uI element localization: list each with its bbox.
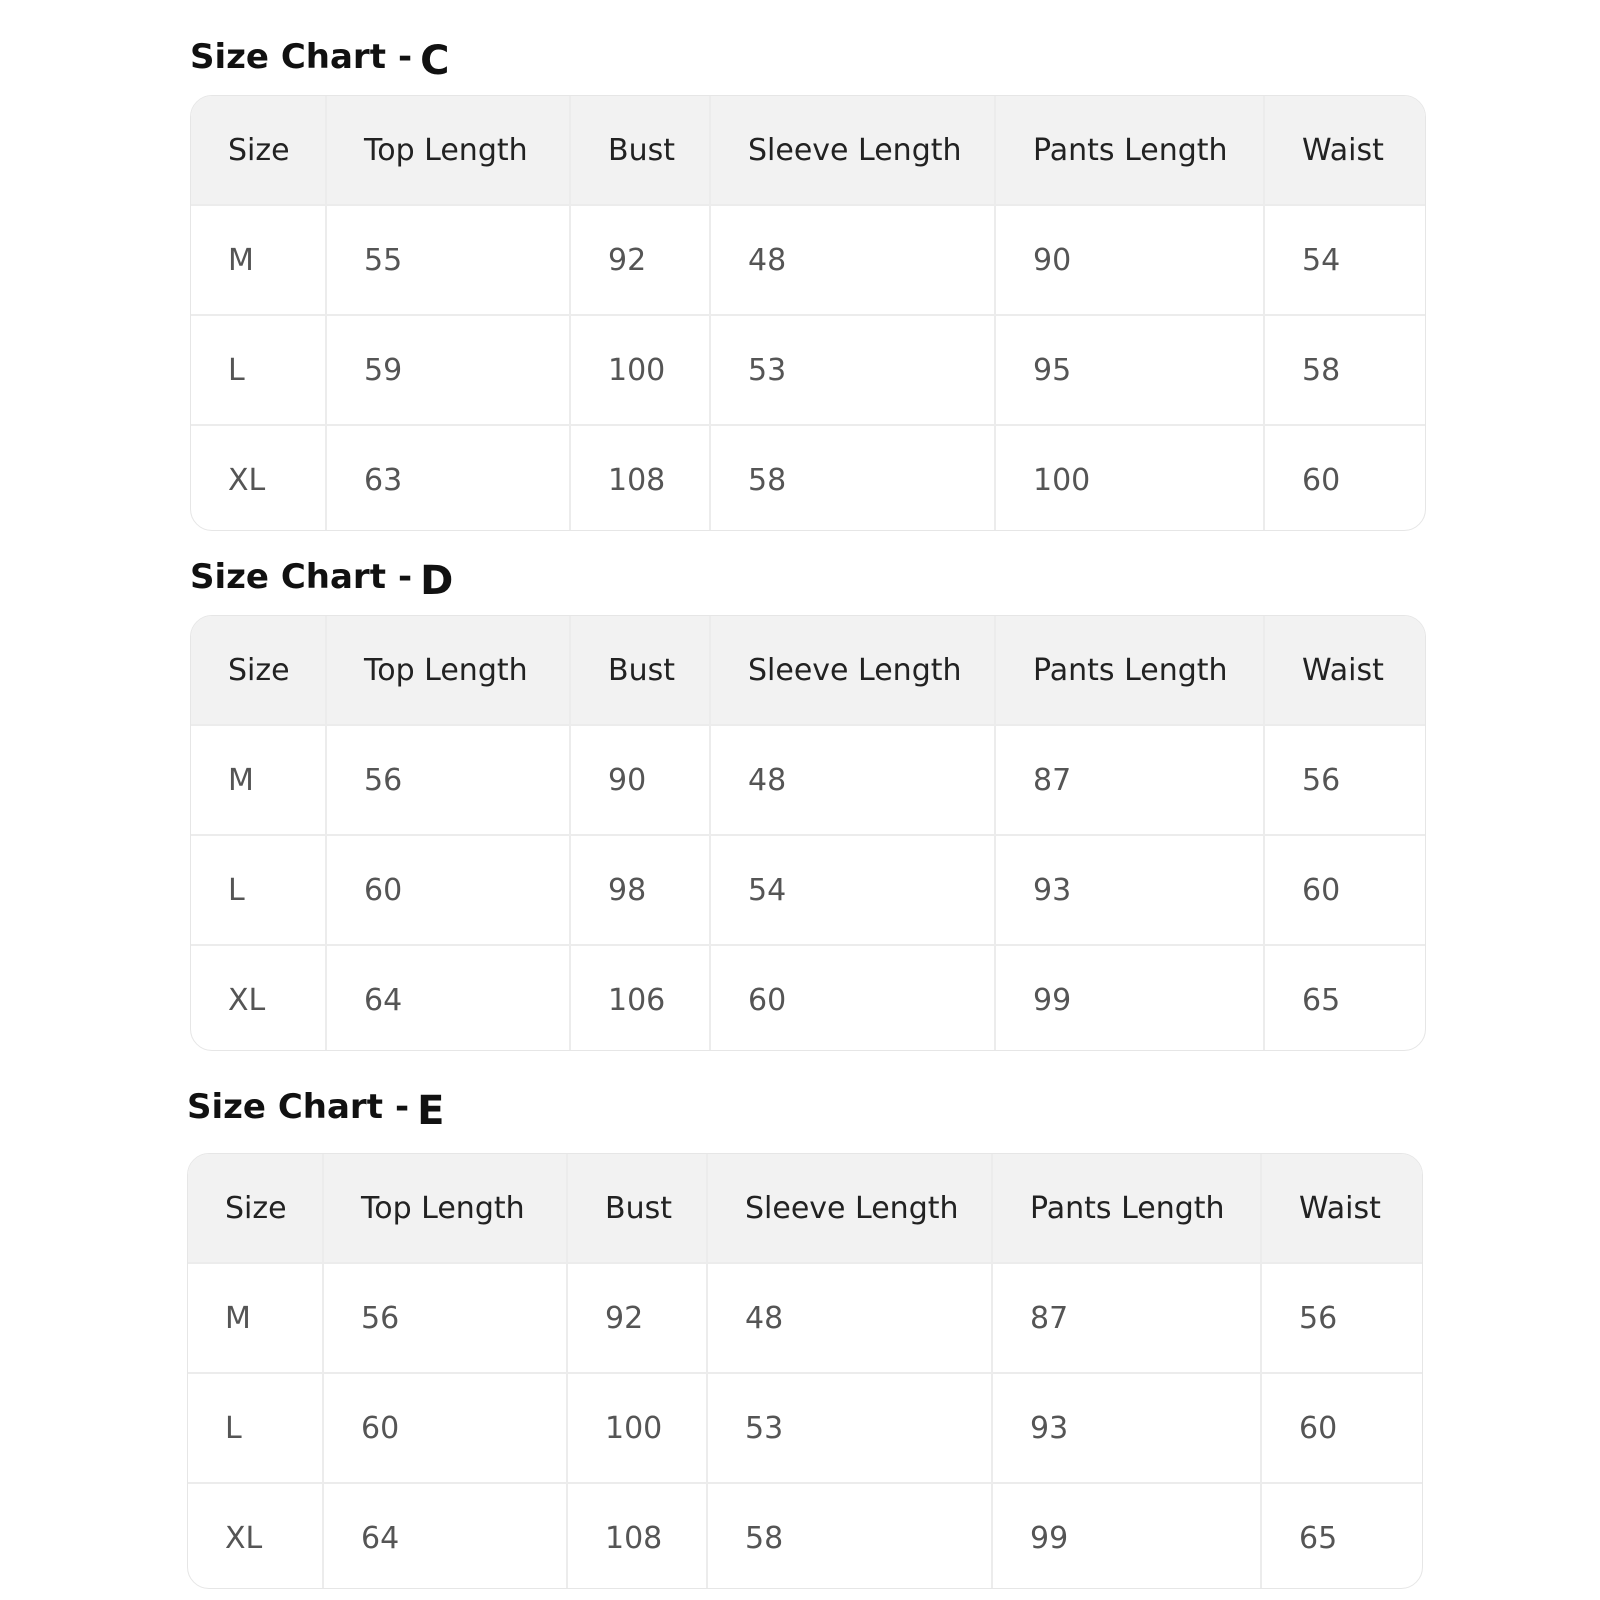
cell-waist: 60 [1261, 1373, 1422, 1483]
section-title-text: Size Chart [190, 37, 386, 77]
cell-top-length: 60 [323, 1373, 567, 1483]
cell-bust: 100 [567, 1373, 707, 1483]
section-title-letter: C [420, 38, 450, 84]
table-row [191, 945, 1425, 1051]
table-row [191, 315, 1425, 425]
section-title [190, 545, 453, 605]
cell-size: M [191, 725, 326, 835]
cell-bust: 108 [570, 425, 710, 531]
header-bust: Bust [570, 96, 710, 205]
header-size: Size [191, 96, 326, 205]
cell-bust: 108 [567, 1483, 707, 1589]
cell-top-length: 63 [326, 425, 570, 531]
cell-top-length: 60 [326, 835, 570, 945]
header-top-length: Top Length [326, 96, 570, 205]
table-header-row [191, 96, 1425, 205]
table-row [191, 835, 1425, 945]
section-title-separator: - [397, 37, 413, 77]
header-pants-length: Pants Length [995, 616, 1264, 725]
size-table-d [190, 615, 1426, 1051]
cell-bust: 106 [570, 945, 710, 1051]
cell-pants-length: 87 [995, 725, 1264, 835]
header-waist: Waist [1261, 1154, 1422, 1263]
header-pants-length: Pants Length [992, 1154, 1261, 1263]
size-table-c [190, 95, 1426, 531]
table-row [188, 1483, 1422, 1589]
section-title-separator: - [397, 557, 413, 597]
header-waist: Waist [1264, 96, 1425, 205]
cell-waist: 58 [1264, 315, 1425, 425]
cell-bust: 92 [567, 1263, 707, 1373]
header-size: Size [188, 1154, 323, 1263]
header-bust: Bust [570, 616, 710, 725]
cell-waist: 54 [1264, 205, 1425, 315]
cell-top-length: 55 [326, 205, 570, 315]
size-table-e [187, 1153, 1423, 1589]
cell-sleeve-length: 48 [707, 1263, 992, 1373]
cell-size: L [191, 315, 326, 425]
cell-pants-length: 100 [995, 425, 1264, 531]
section-title-separator: - [394, 1087, 410, 1127]
header-size: Size [191, 616, 326, 725]
cell-waist: 60 [1264, 835, 1425, 945]
cell-sleeve-length: 60 [710, 945, 995, 1051]
table-row [188, 1373, 1422, 1483]
header-top-length: Top Length [323, 1154, 567, 1263]
cell-size: XL [191, 945, 326, 1051]
section-title [187, 1075, 444, 1135]
section-title-letter: D [420, 558, 454, 604]
table-header-row [188, 1154, 1422, 1263]
cell-waist: 60 [1302, 462, 1341, 498]
cell-pants-length: 99 [992, 1483, 1261, 1589]
header-top-length: Top Length [326, 616, 570, 725]
cell-waist: 56 [1261, 1263, 1422, 1373]
cell-pants-length: 95 [995, 315, 1264, 425]
cell-size: L [188, 1373, 323, 1483]
section-title-text: Size Chart [187, 1087, 383, 1127]
cell-pants-length: 87 [992, 1263, 1261, 1373]
cell-waist: 56 [1264, 725, 1425, 835]
header-sleeve-length: Sleeve Length [710, 96, 995, 205]
cell-pants-length: 99 [995, 945, 1264, 1051]
cell-sleeve-length: 58 [707, 1483, 992, 1589]
header-sleeve-length: Sleeve Length [707, 1154, 992, 1263]
cell-size: XL [188, 1483, 323, 1589]
cell-top-length: 64 [326, 945, 570, 1051]
cell-bust: 90 [570, 725, 710, 835]
header-sleeve-length: Sleeve Length [710, 616, 995, 725]
cell-top-length: 59 [326, 315, 570, 425]
header-pants-length: Pants Length [995, 96, 1264, 205]
cell-size: L [191, 835, 326, 945]
cell-waist: 65 [1302, 982, 1341, 1018]
cell-pants-length: 90 [995, 205, 1264, 315]
table-row [188, 1263, 1422, 1373]
header-bust: Bust [567, 1154, 707, 1263]
cell-sleeve-length: 48 [710, 725, 995, 835]
table-row [191, 425, 1425, 531]
cell-sleeve-length: 54 [710, 835, 995, 945]
table-row [191, 725, 1425, 835]
cell-sleeve-length: 53 [710, 315, 995, 425]
cell-bust: 98 [570, 835, 710, 945]
cell-bust: 92 [570, 205, 710, 315]
cell-top-length: 56 [326, 725, 570, 835]
cell-sleeve-length: 48 [710, 205, 995, 315]
section-title [190, 25, 449, 85]
cell-sleeve-length: 58 [710, 425, 995, 531]
cell-pants-length: 93 [992, 1373, 1261, 1483]
cell-size: XL [191, 425, 326, 531]
cell-waist: 65 [1299, 1520, 1338, 1556]
cell-top-length: 56 [323, 1263, 567, 1373]
table-header-row [191, 616, 1425, 725]
header-waist: Waist [1264, 616, 1425, 725]
table-row [191, 205, 1425, 315]
cell-size: M [188, 1263, 323, 1373]
cell-top-length: 64 [323, 1483, 567, 1589]
cell-pants-length: 93 [995, 835, 1264, 945]
cell-sleeve-length: 53 [707, 1373, 992, 1483]
cell-size: M [191, 205, 326, 315]
cell-bust: 100 [570, 315, 710, 425]
section-title-text: Size Chart [190, 557, 386, 597]
section-title-letter: E [417, 1088, 445, 1134]
